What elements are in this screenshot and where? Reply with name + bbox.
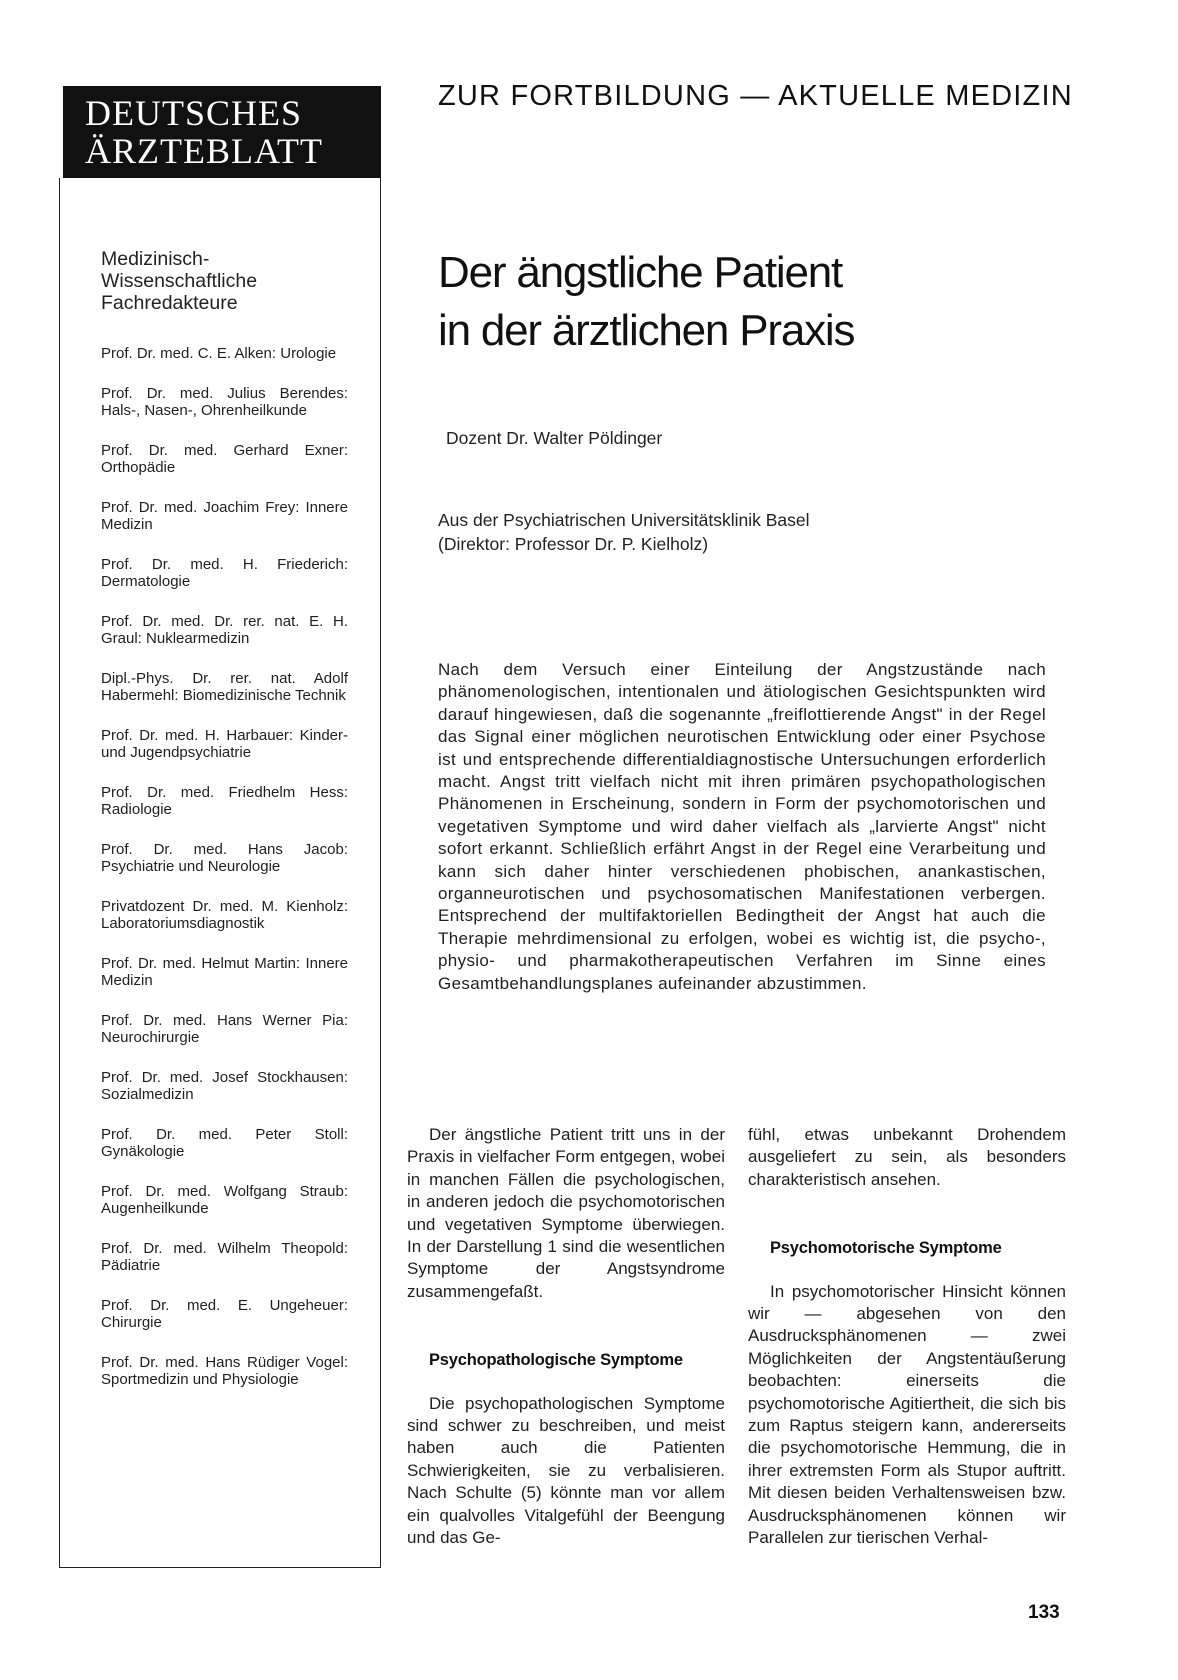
editor-entry: Prof. Dr. med. Julius Berendes: Hals-, Nasen-, Ohrenheilkunde	[101, 384, 348, 419]
affiliation-line: (Direktor: Professor Dr. P. Kielholz)	[438, 534, 709, 554]
editor-entry: Prof. Dr. med. Hans Werner Pia: Neurochirurgie	[101, 1011, 348, 1046]
editor-entry: Privatdozent Dr. med. M. Kienholz: Laboratoriumsdiagnostik	[101, 897, 348, 932]
editor-entry: Prof. Dr. med. H. Friederich: Dermatologie	[101, 555, 348, 590]
body-paragraph: In psychomotorischer Hinsicht können wir — abgesehen von den Ausdrucksphänomenen — zwei Möglichkeiten der Angstentäußerung beobachten: einerseits die psychomotorische Agitiertheit, die sich bis zum Raptus steigern kann, andererseits die psychomotorische Hemmung, die in ihrer extremsten Form als Stupor auftritt. Mit diesen beiden Verhaltensweisen bzw. Ausdrucksphänomenen können wir Parallelen zur tierischen Verhal-	[748, 1281, 1066, 1548]
body-paragraph: Die psychopathologischen Symptome sind schwer zu beschreiben, und meist haben auch die Patienten Schwierigkeiten, sie zu verbalisieren. Nach Schulte (5) könnte man vor allem ein qualvolles Vitalgefühl der Beengung und das Ge-	[407, 1393, 725, 1548]
editor-entry: Prof. Dr. med. Dr. rer. nat. E. H. Graul: Nuklearmedizin	[101, 612, 348, 647]
body-paragraph: Der ängstliche Patient tritt uns in der Praxis in vielfacher Form entgegen, wobei in manchen Fällen die psychologischen, in anderen jedoch die psychomotorischen und vegetativen Symptome überwiegen. In der Darstellung 1 sind die wesentlichen Symptome der Angstsyndrome zusammengefaßt.	[407, 1125, 725, 1301]
editor-entry: Prof. Dr. med. Joachim Frey: Innere Medizin	[101, 498, 348, 533]
sidebar-heading	[101, 248, 361, 314]
body-column-right	[748, 1124, 1066, 1550]
editor-entry: Prof. Dr. med. Wilhelm Theopold: Pädiatrie	[101, 1239, 348, 1274]
article-author: Dozent Dr. Walter Pöldinger	[446, 428, 663, 448]
editor-entry: Prof. Dr. med. H. Harbauer: Kinder- und Jugendpsychiatrie	[101, 726, 348, 761]
editor-list	[101, 345, 348, 1411]
subsection-heading: Psychomotorische Symptome	[770, 1239, 1002, 1258]
editor-entry: Prof. Dr. med. Gerhard Exner: Orthopädie	[101, 441, 348, 476]
editor-entry: Dipl.-Phys. Dr. rer. nat. Adolf Habermehl: Biomedizinische Technik	[101, 669, 348, 704]
author-affiliation	[438, 508, 998, 556]
sidebar-heading-line: Fachredakteure	[101, 292, 238, 314]
masthead-line-1: DEUTSCHES	[85, 93, 303, 133]
body-column-left	[407, 1124, 725, 1550]
editor-entry: Prof. Dr. med. Helmut Martin: Innere Medizin	[101, 954, 348, 989]
editor-entry: Prof. Dr. med. Wolfgang Straub: Augenheilkunde	[101, 1182, 348, 1217]
article-title-line: in der ärztlichen Praxis	[438, 306, 855, 355]
subsection-heading: Psychopathologische Symptome	[429, 1351, 683, 1370]
body-paragraph: fühl, etwas unbekannt Drohendem ausgeliefert zu sein, als besonders charakteristisch ansehen.	[748, 1125, 1066, 1189]
editor-entry: Prof. Dr. med. C. E. Alken: Urologie	[101, 345, 337, 362]
article-title	[438, 244, 1078, 360]
editor-entry: Prof. Dr. med. Hans Jacob: Psychiatrie und Neurologie	[101, 840, 348, 875]
editor-entry: Prof. Dr. med. Peter Stoll: Gynäkologie	[101, 1125, 348, 1160]
masthead-line-2: ÄRZTEBLATT	[85, 131, 323, 171]
editor-entry: Prof. Dr. med. Friedhelm Hess: Radiologie	[101, 783, 348, 818]
article-abstract: Nach dem Versuch einer Einteilung der Angstzustände nach phänomenologischen, intentionalen und ätiologischen Gesichtspunkten wird darauf hingewiesen, daß die sogenannte „freiflottierende Angst" in der Regel das Signal einer möglichen neurotischen Entwicklung oder einer Psychose ist und entsprechende differentialdiagnostische Untersuchungen erforderlich macht. Angst tritt vielfach nicht mit ihren primären psychopathologischen Phänomenen in Erscheinung, sondern in Form der psychomotorischen und vegetativen Symptome und wird daher vielfach als „larvierte Angst" nicht sofort erkannt. Schließlich erfährt Angst in der Regel eine Verarbeitung und kann sich daher hinter verschiedenen phobischen, anankastischen, organneurotischen und psychosomatischen Manifestationen verbergen. Entsprechend der multifaktoriellen Bedingtheit der Angst hat auch die Therapie mehrdimensional zu erfolgen, wobei es wichtig ist, die psycho-, physio- und pharmakotherapeutischen Verfahren im Sinne eines Gesamtbehandlungsplanes aufeinander abzustimmen.	[438, 660, 1046, 993]
section-header: ZUR FORTBILDUNG — AKTUELLE MEDIZIN	[438, 80, 1073, 112]
article-title-line: Der ängstliche Patient	[438, 248, 843, 297]
editor-entry: Prof. Dr. med. Hans Rüdiger Vogel: Sportmedizin und Physiologie	[101, 1353, 348, 1388]
editor-entry: Prof. Dr. med. Josef Stockhausen: Sozialmedizin	[101, 1068, 348, 1103]
page-number: 133	[1028, 1602, 1060, 1623]
sidebar-heading-line: Medizinisch-	[101, 248, 210, 270]
affiliation-line: Aus der Psychiatrischen Universitätsklinik Basel	[438, 510, 810, 530]
sidebar-heading-line: Wissenschaftliche	[101, 270, 258, 292]
editor-entry: Prof. Dr. med. E. Ungeheuer: Chirurgie	[101, 1296, 348, 1331]
journal-masthead	[63, 86, 381, 178]
